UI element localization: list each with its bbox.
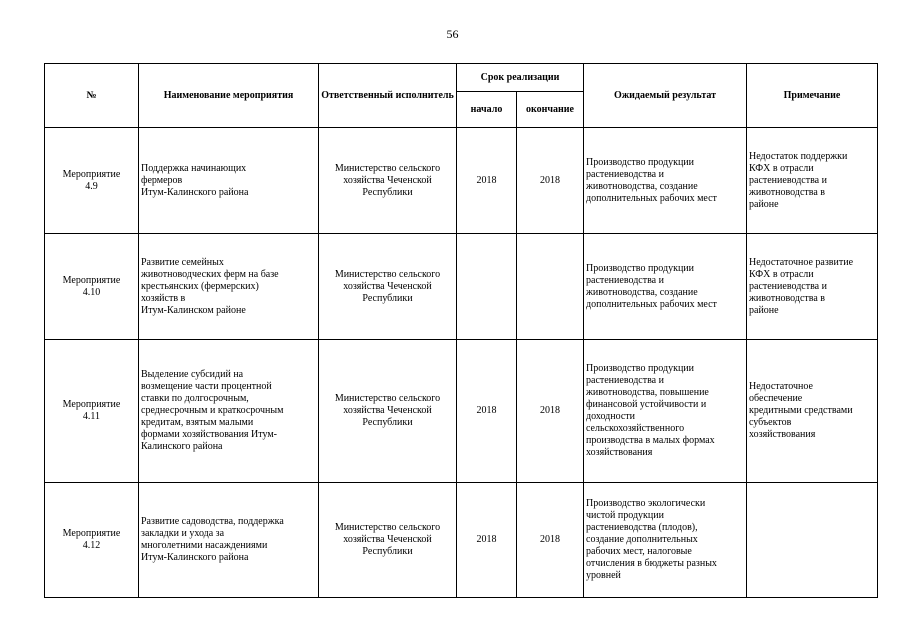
header-num: № bbox=[45, 64, 139, 128]
cell-responsible: Министерство сельского хозяйства Чеченской Республики bbox=[319, 128, 457, 234]
cell-name: Выделение субсидий на возмещение части процентной ставки по долгосрочным, среднесрочным и краткосрочным кредитам, взятым малыми формами хозяйствования Итум- Калинского района bbox=[139, 340, 319, 483]
cell-name: Поддержка начинающих фермеров Итум-Калинского района bbox=[139, 128, 319, 234]
cell-num: Мероприятие 4.10 bbox=[45, 234, 139, 340]
header-result: Ожидаемый результат bbox=[584, 64, 747, 128]
header-note: Примечание bbox=[747, 64, 878, 128]
cell-responsible: Министерство сельского хозяйства Чеченской Республики bbox=[319, 340, 457, 483]
cell-name: Развитие садоводства, поддержка закладки и ухода за многолетними насаждениями Итум-Калинского района bbox=[139, 483, 319, 598]
cell-start: 2018 bbox=[457, 340, 517, 483]
cell-result: Производство продукции растениеводства и животноводства, создание дополнительных рабочих мест bbox=[584, 234, 747, 340]
header-start: начало bbox=[457, 92, 517, 128]
header-end: окончание bbox=[517, 92, 584, 128]
cell-result: Производство продукции растениеводства и животноводства, создание дополнительных рабочих мест bbox=[584, 128, 747, 234]
cell-num: Мероприятие 4.11 bbox=[45, 340, 139, 483]
cell-end: 2018 bbox=[517, 340, 584, 483]
cell-start: 2018 bbox=[457, 483, 517, 598]
header-period: Срок реализации bbox=[457, 64, 584, 92]
cell-end bbox=[517, 234, 584, 340]
cell-note: Недостаточное развитие КФХ в отрасли растениеводства и животноводства в районе bbox=[747, 234, 878, 340]
cell-note: Недостаток поддержки КФХ в отрасли растениеводства и животноводства в районе bbox=[747, 128, 878, 234]
table-row bbox=[45, 340, 878, 483]
cell-result: Производство экологически чистой продукции растениеводства (плодов), создание дополнительных рабочих мест, налоговые отчисления в бюджеты разных уровней bbox=[584, 483, 747, 598]
cell-num: Мероприятие 4.12 bbox=[45, 483, 139, 598]
table-row bbox=[45, 128, 878, 234]
cell-responsible: Министерство сельского хозяйства Чеченской Республики bbox=[319, 234, 457, 340]
measures-table bbox=[44, 63, 878, 598]
cell-start: 2018 bbox=[457, 128, 517, 234]
table-row bbox=[45, 234, 878, 340]
cell-note bbox=[747, 483, 878, 598]
header-responsible: Ответственный исполнитель bbox=[319, 64, 457, 128]
page-number: 56 bbox=[446, 27, 459, 41]
cell-note: Недостаточное обеспечение кредитными средствами субъектов хозяйствования bbox=[747, 340, 878, 483]
cell-name: Развитие семейных животноводческих ферм на базе крестьянских (фермерских) хозяйств в Итум-Калинском районе bbox=[139, 234, 319, 340]
cell-result: Производство продукции растениеводства и животноводства, повышение финансовой устойчивости и доходности сельскохозяйственного производства в малых формах хозяйствования bbox=[584, 340, 747, 483]
cell-end: 2018 bbox=[517, 128, 584, 234]
cell-responsible: Министерство сельского хозяйства Чеченской Республики bbox=[319, 483, 457, 598]
cell-end: 2018 bbox=[517, 483, 584, 598]
header-name: Наименование мероприятия bbox=[139, 64, 319, 128]
cell-start bbox=[457, 234, 517, 340]
table-row bbox=[45, 483, 878, 598]
cell-num: Мероприятие 4.9 bbox=[45, 128, 139, 234]
